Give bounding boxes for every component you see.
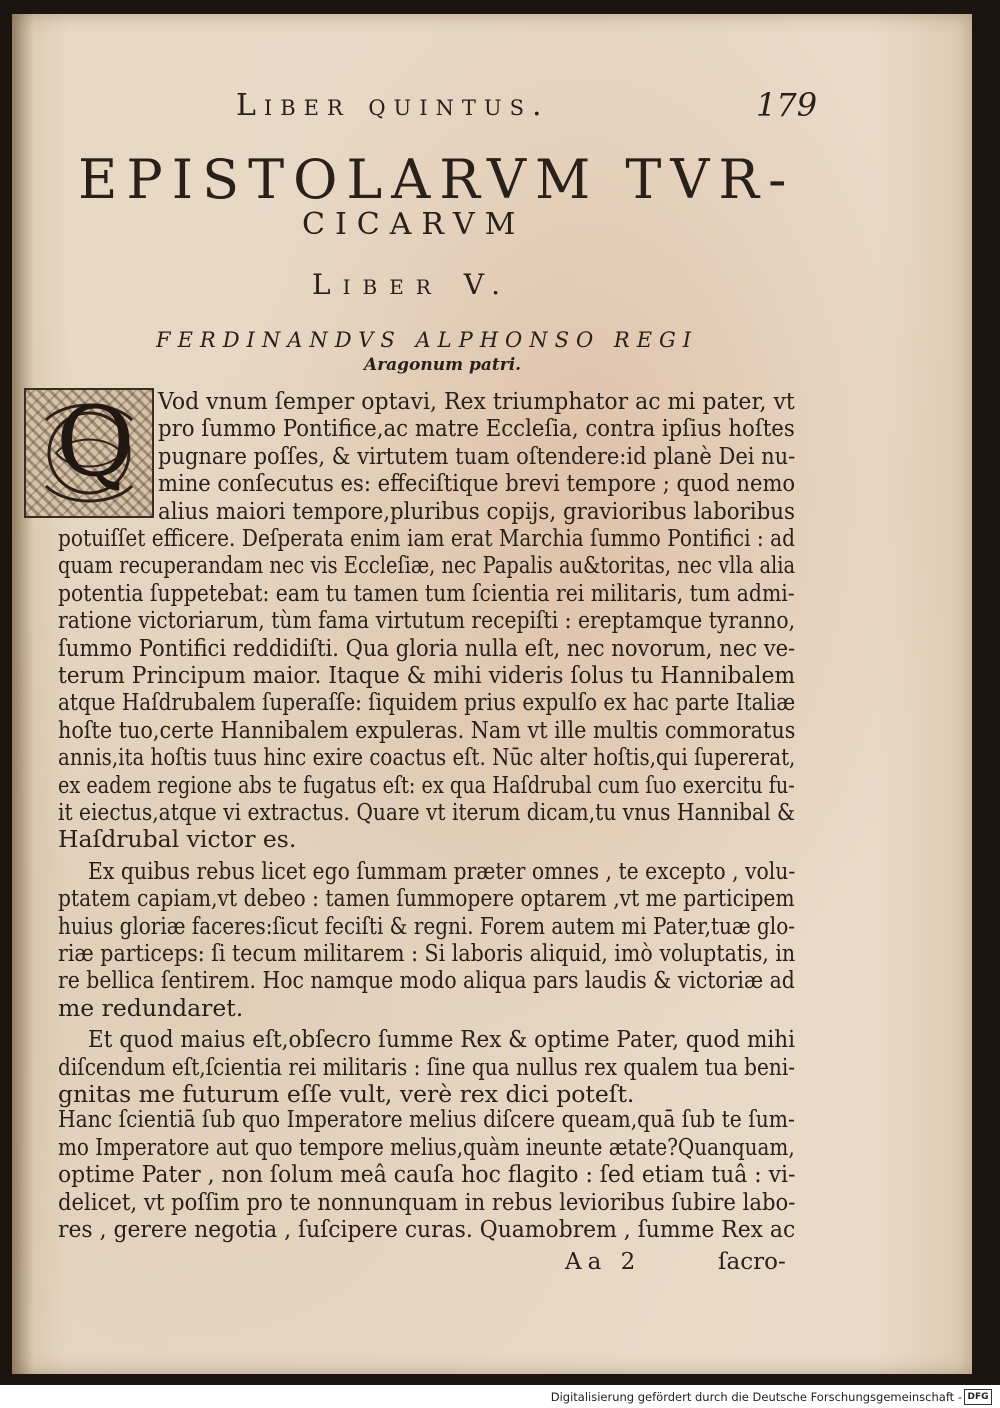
text-line: Hanc ſcientiā ſub quo Imperatore melius diſcere queam,quā ſub te ſum- [58, 1105, 795, 1134]
text-line: it eiectus,atque vi extractus. Quare vt iterum dicam,tu vnus Hannibal & [58, 798, 795, 826]
text-line: atque Haſdrubalem ſuperaſſe: ſiquidem prius expulſo ex hac parte Italiæ [58, 688, 796, 717]
text-line: ſummo Pontifici reddidiſti. Qua gloria nulla eſt, nec novorum, nec ve- [58, 633, 796, 662]
text-line: pro ſummo Pontifice,ac matre Eccleſia, contra ipſius hoſtes [158, 414, 795, 443]
text-line: mine conſecutus es: effeciſtique brevi tempore ; quod nemo [158, 469, 796, 498]
text-line: ratione victoriarum, tùm fama virtutum recepiſti : ereptamque tyranno, [58, 606, 796, 635]
page-title-continued: CICARVM [302, 207, 526, 242]
text-line: hoſte tuo,certe Hannibalem expuleras. Nam vt ille multis commoratus [58, 715, 796, 744]
page-title: EPISTOLARVM TVR- [78, 148, 796, 211]
text-line: quam recuperandam nec vis Eccleſiæ, nec Papalis au&toritas, nec vlla alia [58, 551, 796, 580]
text-line: Haſdrubal victor es. [58, 825, 297, 854]
text-line: optime Pater , non ſolum meâ cauſa hoc flagito : ſed etiam tuâ : vi- [58, 1160, 796, 1189]
text-line: huius gloriæ faceres:ſicut feciſti & regni. Forem autem mi Pater,tuæ glo- [58, 911, 795, 940]
text-line: res , gerere negotia , ſuſcipere curas. Quamobrem , ſumme Rex ac [58, 1215, 796, 1243]
text-line: potentia ſuppetebat: eam tu tamen tum ſcientia rei militaris, tum admi- [58, 578, 795, 607]
text-line: gnitas me futurum eſſe vult, verè rex dici poteſt. [58, 1080, 635, 1108]
text-line: Ex quibus rebus licet ego ſummam præter omnes , te excepto , volu- [88, 856, 796, 885]
book-number: Liber V. [312, 268, 512, 301]
initial-letter: Q [56, 386, 135, 498]
letter-heading: FERDINANDVS ALPHONSO REGI [156, 328, 699, 352]
text-line: pugnare poſſes, & virtutem tuam oſtendere:id planè Dei nu- [158, 441, 796, 470]
text-line: diſcendum eſt,ſcientia rei militaris : ſine qua nullus rex qualem tua beni- [58, 1052, 796, 1081]
letter-subheading: Aragonum patri. [364, 355, 522, 375]
text-line: mo Imperatore aut quo tempore melius,quàm ineunte ætate?Quanquam, [58, 1132, 795, 1161]
text-line: terum Principum maior. Itaque & mihi videris ſolus tu Hannibalem [58, 661, 796, 689]
text-line: Vod vnum ſemper optavi, Rex triumphator ac mi pater, vt [158, 387, 795, 415]
text-line: ex eadem regione abs te fugatus eſt: ex qua Haſdrubal cum ſuo exercitu fu- [58, 770, 795, 799]
text-line: potuiſſet efficere. Deſperata enim iam erat Marchia ſummo Pontifici : ad [58, 524, 795, 552]
text-line: Et quod maius eſt,obſecro ſumme Rex & optime Pater, quod mihi [88, 1025, 796, 1054]
dfg-logo-icon: DFG [964, 1389, 992, 1405]
footer-credit: Digitalisierung gefördert durch die Deutsche Forschungsgemeinschaft - [550, 1390, 962, 1404]
catchword: ſacro- [718, 1249, 786, 1275]
running-head: Liber quintus. [236, 88, 550, 123]
text-line: annis,ita hoſtis tuus hinc exire coactus eſt. Nūc alter hoſtis,qui ſupererat, [58, 743, 796, 772]
decorated-initial [24, 388, 154, 518]
text-line: riæ particeps: ſi tecum militarem : Si laboris aliquid, imò voluptatis, in [58, 939, 796, 967]
text-line: delicet, vt poſſim pro te nonnunquam in rebus levioribus ſubire labo- [58, 1187, 796, 1216]
signature-mark: Aa 2 [565, 1249, 642, 1275]
text-line: ptatem capiam,vt debeo : tamen ſummopere optarem ,vt me participem [58, 884, 795, 913]
page-number: 179 [756, 86, 818, 124]
gutter-shadow [12, 14, 34, 1374]
text-line: alius maiori tempore,pluribus copijs, gravioribus laboribus [158, 496, 796, 525]
text-line: me redundaret. [58, 993, 244, 1022]
text-line: re bellica ſentirem. Hoc namque modo aliqua pars laudis & victoriæ ad [58, 966, 795, 995]
